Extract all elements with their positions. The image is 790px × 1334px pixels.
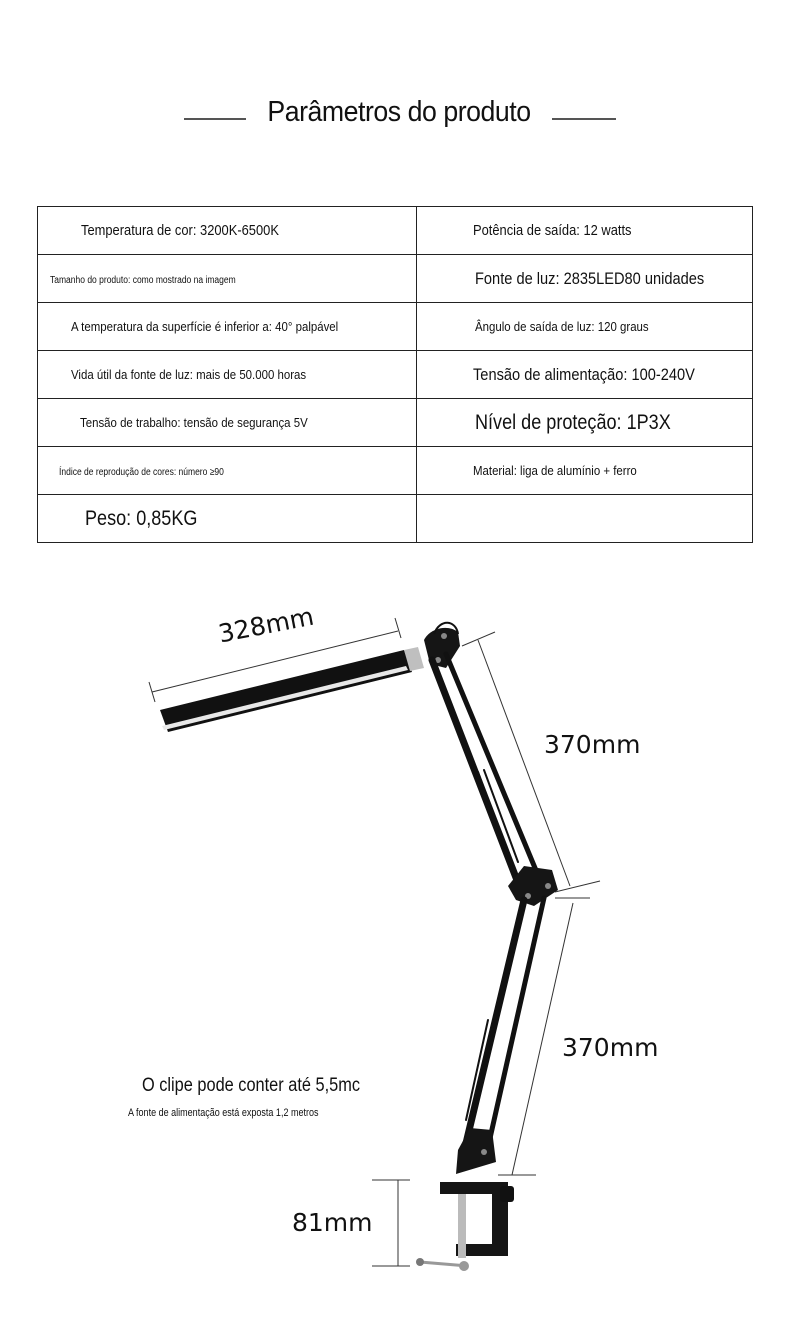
clip-capacity-note: O clipe pode conter até 5,5mc <box>142 1075 360 1096</box>
lower-arm <box>462 898 544 1160</box>
dimension-label-lower-arm: 370mm <box>562 1033 659 1062</box>
upper-arm <box>432 654 540 888</box>
title-row <box>0 92 790 142</box>
spec-cell <box>417 303 753 351</box>
spec-cell <box>38 399 417 447</box>
spec-cell <box>38 495 417 543</box>
spec-color-rendering: Índice de reprodução de cores: número ≥90 <box>59 466 224 478</box>
spec-cell <box>417 207 753 255</box>
table-row <box>38 399 753 447</box>
base-joint <box>456 1128 496 1174</box>
spec-cell <box>38 447 417 495</box>
table-row <box>38 255 753 303</box>
spec-surface-temperature: A temperatura da superfície é inferior a: 40° palpável <box>71 318 339 334</box>
table-row <box>38 447 753 495</box>
spec-cell <box>38 255 417 303</box>
spec-output-power: Potência de saída: 12 watts <box>473 221 632 239</box>
spec-material: Material: liga de alumínio + ferro <box>473 462 637 478</box>
spec-beam-angle: Ângulo de saída de luz: 120 graus <box>475 318 649 334</box>
spec-cell <box>38 303 417 351</box>
spec-cell <box>417 255 753 303</box>
spec-cell <box>417 399 753 447</box>
spec-protection-level: Nível de proteção: 1P3X <box>475 410 671 434</box>
page-title: Parâmetros do produto <box>267 96 531 128</box>
spec-weight: Peso: 0,85KG <box>85 506 198 530</box>
dimension-line-clamp <box>372 1180 410 1266</box>
spec-working-voltage: Tensão de trabalho: tensão de segurança 5V <box>80 414 308 430</box>
dimension-label-head: 328mm <box>216 601 317 649</box>
table-row <box>38 351 753 399</box>
spec-lifespan: Vida útil da fonte de luz: mais de 50.000 horas <box>71 366 307 382</box>
dimension-label-clamp: 81mm <box>292 1208 373 1237</box>
spec-product-size: Tamanho do produto: como mostrado na imagem <box>50 274 236 286</box>
spec-light-source: Fonte de luz: 2835LED80 unidades <box>475 268 705 288</box>
spec-cell <box>38 207 417 255</box>
lamp-head <box>160 647 424 732</box>
desk-clamp <box>416 1182 514 1271</box>
spec-cell <box>38 351 417 399</box>
spec-table <box>37 206 753 543</box>
spec-supply-voltage: Tensão de alimentação: 100-240V <box>473 364 695 384</box>
power-cable-note: A fonte de alimentação está exposta 1,2 metros <box>128 1107 319 1119</box>
table-row <box>38 495 753 543</box>
spec-cell <box>417 447 753 495</box>
table-row <box>38 303 753 351</box>
spec-color-temperature: Temperatura de cor: 3200K-6500K <box>81 221 279 239</box>
title-line-right <box>552 118 616 120</box>
table-row <box>38 207 753 255</box>
dimension-label-upper-arm: 370mm <box>544 730 641 759</box>
title-line-left <box>184 118 246 120</box>
lamp-illustration <box>0 580 790 1334</box>
spec-cell <box>417 351 753 399</box>
spec-cell-empty <box>417 495 753 543</box>
